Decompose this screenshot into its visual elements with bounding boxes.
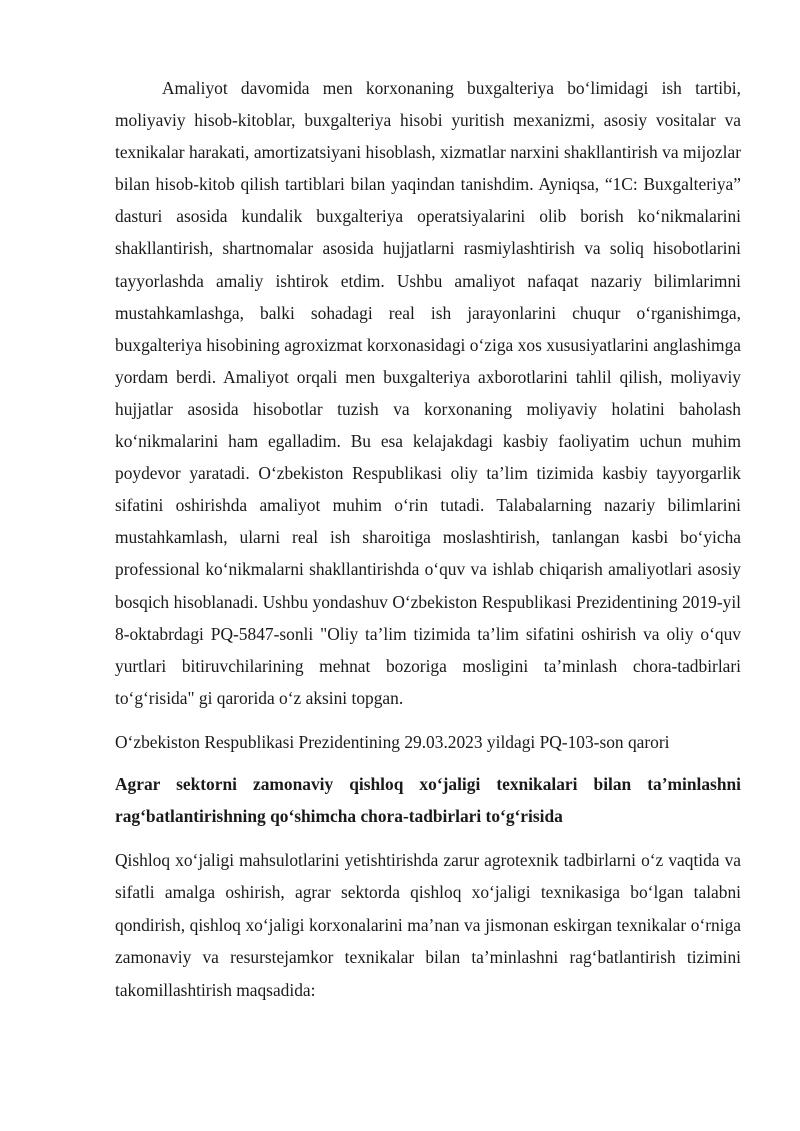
decree-title: Agrar sektorni zamonaviy qishloq xo‘jaligi texnikalari bilan ta’minlashni rag‘batlantirishning qo‘shimcha chora-tadbirlari to‘g‘risida (115, 773, 741, 826)
document-page (115, 72, 741, 1006)
body-paragraph-decree: Qishloq xo‘jaligi mahsulotlarini yetishtirishda zarur agrotexnik tadbirlarni o‘z vaqtida va sifatli amalga oshirish, agrar sektorda qishloq xo‘jaligi texnikasiga bo‘lgan talabni qondirish, qishloq xo‘jaligi korxonalarini ma’nan va jismonan eskirgan texnikalar o‘rniga zamonaviy va resurstejamkor texnikalar bilan ta’minlashni rag‘batlantirish tizimini takomillashtirish maqsadida: (115, 849, 741, 1000)
body-paragraph-internship: Amaliyot davomida men korxonaning buxgalteriya bo‘limidagi ish tartibi, moliyaviy hisob-kitoblar, buxgalteriya hisobi yuritish mexanizmi, asosiy vositalar va texnikalar harakati, amortizatsiyani hisoblash, xizmatlar narxini shakllantirish va mijozlar bilan hisob-kitob qilish tartiblari bilan yaqindan tanishdim. Ayniqsa, “1C: Buxgalteriya” dasturi asosida kundalik buxgalteriya operatsiyalarini olib borish ko‘nikmalarini shakllantirish, shartnomalar asosida hujjatlarni rasmiylashtirish va soliq hisobotlarini tayyorlashda amaliy ishtirok etdim. Ushbu amaliyot nafaqat nazariy bilimlarimni mustahkamlashga, balki sohadagi real ish jarayonlarini chuqur o‘rganishimga, buxgalteriya hisobining agroxizmat korxonasidagi o‘ziga xos xususiyatlarini anglashimga yordam berdi. Amaliyot orqali men buxgalteriya axborotlarini tahlil qilish, moliyaviy hujjatlar asosida hisobotlar tuzish va korxonaning moliyaviy holatini baholash ko‘nikmalarini ham egalladim. Bu esa kelajakdagi kasbiy faoliyatim uchun muhim poydevor yaratadi. O‘zbekiston Respublikasi oliy ta’lim tizimida kasbiy tayyorgarlik sifatini oshirishda amaliyot muhim o‘rin tutadi. Talabalarning nazariy bilimlarini mustahkamlash, ularni real ish sharoitiga moslashtirish, tanlangan kasbi bo‘yicha professional ko‘nikmalarni shakllantirishda o‘quv va ishlab chiqarish amaliyotlari asosiy bosqich hisoblanadi. Ushbu yondashuv O‘zbekiston Respublikasi Prezidentining 2019-yil 8-oktabrdagi PQ-5847-sonli "Oliy ta’lim tizimida ta’lim sifatini oshirish va oliy o‘quv yurtlari bitiruvchilarining mehnat bozoriga mosligini ta’minlash chora-tadbirlari to‘g‘risida" gi qarorida o‘z aksini topgan. (115, 78, 741, 708)
decree-reference: O‘zbekiston Respublikasi Prezidentining 29.03.2023 yildagi PQ-103-son qarori (115, 731, 670, 752)
